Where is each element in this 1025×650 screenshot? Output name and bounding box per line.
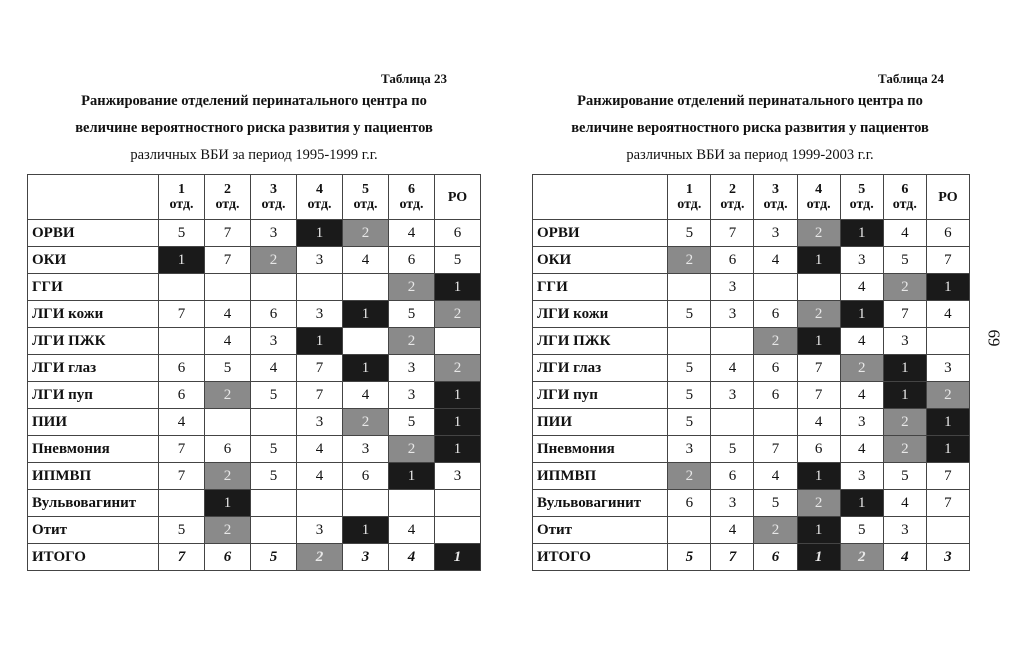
rank-cell: 3 [343,436,389,463]
rank-cell: 7 [205,247,251,274]
rank-cell: 4 [754,247,797,274]
table-row [28,409,481,436]
rank-cell: 1 [435,436,481,463]
table-row [28,544,481,571]
rank-cell: 4 [883,220,926,247]
rank-cell: 1 [797,328,840,355]
rank-cell: 5 [435,247,481,274]
rank-cell: 3 [251,328,297,355]
table-row [533,409,970,436]
rank-cell: 3 [297,517,343,544]
row-label: ЛГИ пуп [533,382,668,409]
table-row [28,328,481,355]
column-number: 5 [362,182,369,197]
rank-cell: 4 [205,301,251,328]
column-header [435,175,481,220]
table-row [533,490,970,517]
rank-cell: 5 [883,463,926,490]
rank-cell: 3 [297,247,343,274]
rank-cell: 2 [840,544,883,571]
rank-cell: 1 [435,409,481,436]
table-row [533,301,970,328]
column-header [797,175,840,220]
rank-cell: 7 [159,544,205,571]
rank-cell: 5 [668,382,711,409]
column-label: отд. [849,197,874,212]
rank-cell: 3 [711,490,754,517]
rank-cell: 3 [840,247,883,274]
rank-cell: 1 [797,544,840,571]
ranking-table [532,174,970,571]
table-row [533,274,970,301]
column-header [205,175,251,220]
row-label: ГГИ [28,274,159,301]
rank-cell: 1 [205,490,251,517]
rank-cell [435,490,481,517]
row-label: Отит [28,517,159,544]
rank-cell [251,409,297,436]
rank-cell: 2 [883,409,926,436]
table-row [533,247,970,274]
row-label: ЛГИ глаз [533,355,668,382]
rank-cell: 3 [711,301,754,328]
rank-cell: 2 [797,301,840,328]
rank-cell: 3 [711,274,754,301]
column-header [251,175,297,220]
rank-cell: 1 [797,463,840,490]
rank-cell: 1 [343,355,389,382]
row-label: ИТОГО [533,544,668,571]
column-number: 2 [224,182,231,197]
rank-cell: 4 [389,544,435,571]
rank-cell [668,517,711,544]
table-title-line: величине вероятностного риска развития у пациентов [571,120,929,136]
rank-cell: 4 [797,409,840,436]
column-header [754,175,797,220]
page-number: 69 [984,329,1004,347]
rank-cell [343,274,389,301]
rank-cell: 4 [840,328,883,355]
column-header [389,175,435,220]
rank-cell [159,328,205,355]
rank-cell: 5 [389,409,435,436]
column-label: отд. [763,197,788,212]
rank-cell: 1 [926,436,969,463]
column-number: 1 [685,182,693,197]
corner-cell [28,175,159,220]
rank-cell: 1 [435,274,481,301]
row-label: ПИИ [533,409,668,436]
rank-cell [668,274,711,301]
table-row [533,517,970,544]
column-header [711,175,754,220]
column-label: отд. [892,197,917,212]
table-row [533,382,970,409]
row-label: ОКИ [533,247,668,274]
rank-cell: 4 [840,382,883,409]
rank-cell: 1 [343,517,389,544]
rank-cell: 4 [389,220,435,247]
column-number: 6 [408,182,415,197]
rank-cell: 1 [797,247,840,274]
rank-cell: 7 [297,355,343,382]
rank-cell: 4 [754,463,797,490]
rank-cell: 3 [297,301,343,328]
rank-cell: 2 [389,436,435,463]
rank-cell [251,490,297,517]
column-header [159,175,205,220]
rank-cell: 6 [754,301,797,328]
rank-cell: 3 [926,355,969,382]
rank-cell: 5 [668,544,711,571]
column-label: отд. [677,197,702,212]
row-label: Вульвовагинит [28,490,159,517]
rank-cell: 1 [797,517,840,544]
rank-cell: 6 [159,355,205,382]
table-row [533,544,970,571]
rank-cell: 4 [251,355,297,382]
rank-cell [797,274,840,301]
rank-cell: 5 [754,490,797,517]
rank-cell: 3 [343,544,389,571]
rank-cell: 4 [343,247,389,274]
rank-cell: 2 [205,382,251,409]
rank-cell: 1 [435,544,481,571]
rank-cell: 3 [389,355,435,382]
rank-cell: 2 [297,544,343,571]
rank-cell: 6 [205,544,251,571]
rank-cell [926,517,969,544]
table-row [28,436,481,463]
rank-cell: 6 [926,220,969,247]
rank-cell: 2 [883,436,926,463]
row-label: ЛГИ кожи [28,301,159,328]
rank-cell: 2 [668,247,711,274]
rank-cell: 5 [159,220,205,247]
rank-cell: 1 [159,247,205,274]
rank-cell: 2 [343,409,389,436]
rank-cell [205,274,251,301]
rank-cell: 5 [159,517,205,544]
rank-cell: 2 [251,247,297,274]
column-label: отд. [261,197,286,212]
table-row [533,463,970,490]
column-header [840,175,883,220]
rank-cell: 7 [297,382,343,409]
rank-cell: 7 [159,436,205,463]
rank-cell: 6 [251,301,297,328]
rank-cell: 1 [840,220,883,247]
rank-cell: 7 [926,247,969,274]
rank-cell: 7 [754,436,797,463]
rank-cell: 5 [205,355,251,382]
rank-cell: 2 [926,382,969,409]
table-title-line: различных ВБИ за период 1999-2003 г.г. [626,147,874,163]
rank-cell: 3 [389,382,435,409]
rank-cell [435,328,481,355]
table-row [28,274,481,301]
rank-cell: 2 [205,517,251,544]
table-title-line: Ранжирование отделений перинатального центра по [81,93,427,109]
column-label: отд. [169,197,194,212]
rank-cell: 1 [840,490,883,517]
rank-cell: 7 [711,220,754,247]
rank-cell: 3 [251,220,297,247]
table-row [28,301,481,328]
rank-cell [205,409,251,436]
column-label: РО [447,189,468,205]
rank-cell: 6 [711,247,754,274]
table-row [533,436,970,463]
row-label: Пневмония [28,436,159,463]
rank-cell: 7 [159,301,205,328]
rank-cell: 6 [389,247,435,274]
rank-cell [159,274,205,301]
rank-cell [343,490,389,517]
table-row [28,355,481,382]
rank-cell: 7 [797,382,840,409]
rank-cell: 6 [754,355,797,382]
rank-cell: 4 [389,517,435,544]
row-label: ГГИ [533,274,668,301]
rank-cell [754,274,797,301]
rank-cell: 3 [840,463,883,490]
rank-cell: 2 [435,301,481,328]
rank-cell [251,274,297,301]
rank-cell: 4 [840,274,883,301]
table-row [28,517,481,544]
row-label: ОРВИ [533,220,668,247]
table-title-line: Ранжирование отделений перинатального центра по [577,93,923,109]
rank-cell: 2 [754,517,797,544]
rank-cell: 1 [343,301,389,328]
header-row [533,175,970,220]
row-label: ПИИ [28,409,159,436]
table-row [28,463,481,490]
rank-cell: 6 [754,544,797,571]
table-row [28,247,481,274]
column-number: 1 [178,182,185,197]
rank-cell [711,328,754,355]
row-label: ИПМВП [533,463,668,490]
rank-cell: 4 [926,301,969,328]
rank-cell: 2 [883,274,926,301]
rank-cell: 4 [297,463,343,490]
column-label: отд. [806,197,831,212]
rank-cell: 7 [159,463,205,490]
rank-cell: 4 [711,355,754,382]
rank-cell: 7 [205,220,251,247]
row-label: ИТОГО [28,544,159,571]
row-label: ОКИ [28,247,159,274]
rank-cell: 3 [840,409,883,436]
rank-cell: 2 [435,355,481,382]
column-header [343,175,389,220]
rank-cell: 3 [297,409,343,436]
table-number: Таблица 24 [878,71,945,86]
row-label: ЛГИ пуп [28,382,159,409]
rank-cell: 5 [668,355,711,382]
rank-cell: 5 [840,517,883,544]
rank-cell: 5 [251,463,297,490]
column-number: 3 [772,182,780,197]
rank-cell: 6 [797,436,840,463]
rank-cell: 6 [205,436,251,463]
rank-cell: 3 [883,328,926,355]
rank-cell: 7 [926,490,969,517]
column-label: отд. [215,197,240,212]
table-number: Таблица 23 [381,71,448,86]
column-label: РО [938,189,958,205]
column-label: отд. [307,197,332,212]
rank-cell: 7 [711,544,754,571]
rank-cell: 4 [883,544,926,571]
column-header [926,175,969,220]
rank-cell: 4 [159,409,205,436]
rank-cell: 1 [883,355,926,382]
rank-cell: 4 [883,490,926,517]
rank-cell: 6 [668,490,711,517]
rank-cell: 2 [343,220,389,247]
rank-cell: 6 [159,382,205,409]
rank-cell [926,328,969,355]
column-label: отд. [399,197,424,212]
column-header [883,175,926,220]
rank-cell: 3 [711,382,754,409]
rank-cell: 2 [668,463,711,490]
rank-cell: 5 [668,409,711,436]
row-label: ЛГИ глаз [28,355,159,382]
rank-cell [343,328,389,355]
rank-cell: 5 [883,247,926,274]
rank-cell: 5 [251,436,297,463]
rank-cell [159,490,205,517]
row-label: ОРВИ [28,220,159,247]
table-row [533,328,970,355]
rank-cell: 7 [797,355,840,382]
rank-cell: 1 [840,301,883,328]
rank-cell: 1 [435,382,481,409]
rank-cell: 6 [435,220,481,247]
rank-cell: 4 [205,328,251,355]
rank-cell: 6 [711,463,754,490]
rank-cell: 2 [840,355,883,382]
corner-cell [533,175,668,220]
row-label: ЛГИ ПЖК [28,328,159,355]
column-number: 6 [901,182,909,197]
column-number: 2 [728,182,736,197]
rank-cell [435,517,481,544]
rank-cell: 1 [389,463,435,490]
table-row [28,220,481,247]
rank-cell: 3 [883,517,926,544]
rank-cell: 3 [668,436,711,463]
rank-cell: 3 [926,544,969,571]
table-row [533,355,970,382]
rank-cell: 2 [389,328,435,355]
rank-cell [668,328,711,355]
column-number: 5 [858,182,866,197]
row-label: ИПМВП [28,463,159,490]
rank-cell [389,490,435,517]
rank-cell: 5 [251,382,297,409]
row-label: Вульвовагинит [533,490,668,517]
table-title-line: величине вероятностного риска развития у пациентов [75,120,433,136]
table-row [28,382,481,409]
column-number: 4 [815,182,823,197]
rank-cell: 5 [711,436,754,463]
column-number: 4 [316,182,323,197]
rank-cell: 4 [297,436,343,463]
rank-cell: 1 [297,328,343,355]
rank-cell [251,517,297,544]
rank-cell: 5 [251,544,297,571]
rank-cell: 2 [754,328,797,355]
column-header [297,175,343,220]
ranking-table [27,174,481,571]
table-title-line: различных ВБИ за период 1995-1999 г.г. [130,147,378,163]
rank-cell: 4 [711,517,754,544]
rank-cell: 6 [343,463,389,490]
rank-cell: 7 [926,463,969,490]
rank-cell: 6 [754,382,797,409]
rank-cell: 3 [435,463,481,490]
row-label: Пневмония [533,436,668,463]
rank-cell [297,274,343,301]
row-label: ЛГИ ПЖК [533,328,668,355]
column-header [668,175,711,220]
rank-cell: 2 [389,274,435,301]
rank-cell: 2 [797,220,840,247]
rank-cell: 1 [297,220,343,247]
rank-cell [711,409,754,436]
row-label: ЛГИ кожи [533,301,668,328]
header-row [28,175,481,220]
column-label: отд. [353,197,378,212]
rank-cell: 4 [343,382,389,409]
rank-cell: 2 [205,463,251,490]
rank-cell: 5 [668,301,711,328]
rank-cell [754,409,797,436]
rank-cell: 4 [840,436,883,463]
rank-cell: 5 [389,301,435,328]
table-row [28,490,481,517]
rank-cell: 7 [883,301,926,328]
rank-cell [297,490,343,517]
column-label: отд. [720,197,745,212]
rank-cell: 3 [754,220,797,247]
column-number: 3 [270,182,277,197]
rank-cell: 1 [926,274,969,301]
row-label: Отит [533,517,668,544]
rank-cell: 5 [668,220,711,247]
table-row [533,220,970,247]
rank-cell: 2 [797,490,840,517]
rank-cell: 1 [883,382,926,409]
rank-cell: 1 [926,409,969,436]
